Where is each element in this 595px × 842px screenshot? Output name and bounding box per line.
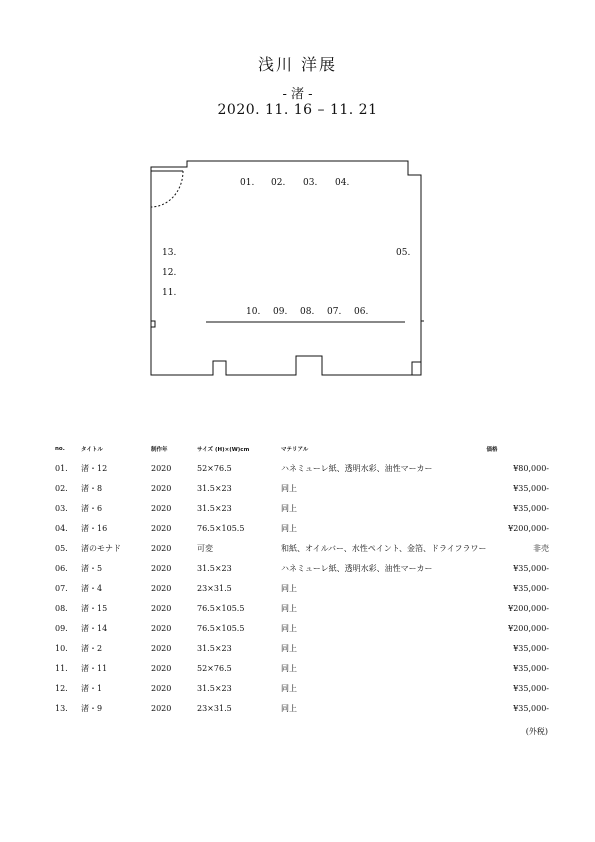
work-number: 13. (55, 703, 68, 713)
work-year: 2020 (151, 483, 172, 493)
work-year: 2020 (151, 523, 172, 533)
work-size: 31.5×23 (197, 503, 232, 513)
position-label: 08. (300, 307, 315, 317)
table-row (55, 558, 549, 578)
work-title: 渚・4 (81, 583, 103, 593)
work-price: ¥35,000- (513, 563, 549, 573)
work-material: 同上 (281, 583, 297, 593)
work-number: 12. (55, 683, 68, 693)
work-material: 同上 (281, 623, 297, 633)
work-material: 同上 (281, 663, 297, 673)
work-material: ハネミューレ紙、透明水彩、油性マーカー (281, 563, 433, 573)
work-price: ¥35,000- (513, 663, 549, 673)
tax-note: (外税) (525, 727, 548, 736)
work-year: 2020 (151, 603, 172, 613)
work-material: 同上 (281, 523, 297, 533)
work-number: 09. (55, 623, 68, 633)
table-header-row (55, 440, 549, 458)
work-size: 23×31.5 (197, 703, 232, 713)
position-label: 09. (273, 307, 288, 317)
work-price: ¥80,000- (513, 463, 549, 473)
table-row (55, 518, 549, 538)
table-row (55, 698, 549, 718)
position-label: 07. (327, 307, 342, 317)
header-no: no. (55, 446, 65, 452)
work-number: 04. (55, 523, 68, 533)
work-year: 2020 (151, 503, 172, 513)
work-number: 10. (55, 643, 68, 653)
exhibition-dates: 2020. 11. 16 – 11. 21 (217, 102, 378, 118)
table-row (55, 478, 549, 498)
header-year: 制作年 (151, 447, 168, 453)
work-number: 08. (55, 603, 68, 613)
header-size: サイズ (H)×(W)cm (197, 447, 250, 453)
work-year: 2020 (151, 563, 172, 573)
floor-plan-left-notch (151, 321, 155, 327)
position-label: 02. (271, 178, 286, 188)
work-price: ¥200,000- (508, 603, 549, 613)
work-number: 02. (55, 483, 68, 493)
work-year: 2020 (151, 663, 172, 673)
table-row (55, 578, 549, 598)
floor-plan-corner-recess (412, 362, 421, 375)
work-size: 31.5×23 (197, 683, 232, 693)
work-price: 非売 (533, 543, 549, 553)
works-table (55, 440, 549, 718)
work-size: 76.5×105.5 (197, 523, 245, 533)
work-material: 同上 (281, 603, 297, 613)
work-material: ハネミューレ紙、透明水彩、油性マーカー (281, 463, 433, 473)
position-label: 01. (240, 178, 255, 188)
work-number: 03. (55, 503, 68, 513)
table-row (55, 458, 549, 478)
work-year: 2020 (151, 463, 172, 473)
work-material: 同上 (281, 503, 297, 513)
work-number: 01. (55, 463, 68, 473)
position-label: 12. (162, 268, 177, 278)
work-year: 2020 (151, 623, 172, 633)
position-label: 13. (162, 248, 177, 258)
table-row (55, 658, 549, 678)
table-row (55, 618, 549, 638)
work-year: 2020 (151, 703, 172, 713)
work-material: 同上 (281, 643, 297, 653)
position-label: 05. (396, 248, 411, 258)
work-price: ¥35,000- (513, 683, 549, 693)
exhibition-subtitle: - 渚 - (282, 87, 313, 102)
work-title: 渚・8 (81, 483, 103, 493)
table-row (55, 538, 549, 558)
work-price: ¥35,000- (513, 643, 549, 653)
header-material: マテリアル (281, 447, 309, 453)
work-title: 渚・15 (81, 603, 108, 613)
work-size: 31.5×23 (197, 563, 232, 573)
work-material: 同上 (281, 683, 297, 693)
work-title: 渚・2 (81, 643, 103, 653)
work-number: 06. (55, 563, 68, 573)
work-size: 52×76.5 (197, 663, 232, 673)
position-label: 03. (303, 178, 318, 188)
work-size: 31.5×23 (197, 483, 232, 493)
work-title: 渚・16 (81, 523, 108, 533)
work-price: ¥200,000- (508, 623, 549, 633)
position-label: 06. (354, 307, 369, 317)
exhibition-title: 浅川 洋展 (257, 55, 338, 74)
work-year: 2020 (151, 543, 172, 553)
floor-plan-outline (151, 161, 421, 375)
door-swing (151, 171, 183, 207)
work-title: 渚・9 (81, 703, 103, 713)
work-number: 07. (55, 583, 68, 593)
work-year: 2020 (151, 643, 172, 653)
work-material: 同上 (281, 483, 297, 493)
table-row (55, 598, 549, 618)
work-title: 渚・1 (81, 683, 103, 693)
table-row (55, 638, 549, 658)
work-price: ¥35,000- (513, 703, 549, 713)
work-title: 渚・5 (81, 563, 103, 573)
table-row (55, 678, 549, 698)
work-material: 同上 (281, 703, 297, 713)
work-year: 2020 (151, 583, 172, 593)
work-size: 23×31.5 (197, 583, 232, 593)
position-label: 11. (162, 288, 177, 298)
work-price: ¥200,000- (508, 523, 549, 533)
works-table-body (55, 458, 549, 718)
position-label: 04. (335, 178, 350, 188)
work-number: 05. (55, 543, 68, 553)
floor-plan-walls (151, 161, 424, 375)
header-price: 価格 (486, 447, 498, 453)
work-size: 可変 (197, 543, 213, 553)
work-price: ¥35,000- (513, 483, 549, 493)
header-title: タイトル (81, 447, 103, 453)
work-title: 渚・6 (81, 503, 103, 513)
table-row (55, 498, 549, 518)
work-size: 76.5×105.5 (197, 623, 245, 633)
work-price: ¥35,000- (513, 583, 549, 593)
work-title: 渚・14 (81, 623, 108, 633)
work-size: 52×76.5 (197, 463, 232, 473)
work-size: 31.5×23 (197, 643, 232, 653)
work-year: 2020 (151, 683, 172, 693)
work-size: 76.5×105.5 (197, 603, 245, 613)
work-title: 渚・11 (81, 663, 108, 673)
work-title: 渚・12 (81, 463, 108, 473)
work-price: ¥35,000- (513, 503, 549, 513)
position-label: 10. (246, 307, 261, 317)
work-material: 和紙、オイルバー、水性ペイント、金箔、ドライフラワー (281, 543, 487, 553)
work-title: 渚のモナド (81, 543, 121, 553)
work-number: 11. (55, 663, 68, 673)
